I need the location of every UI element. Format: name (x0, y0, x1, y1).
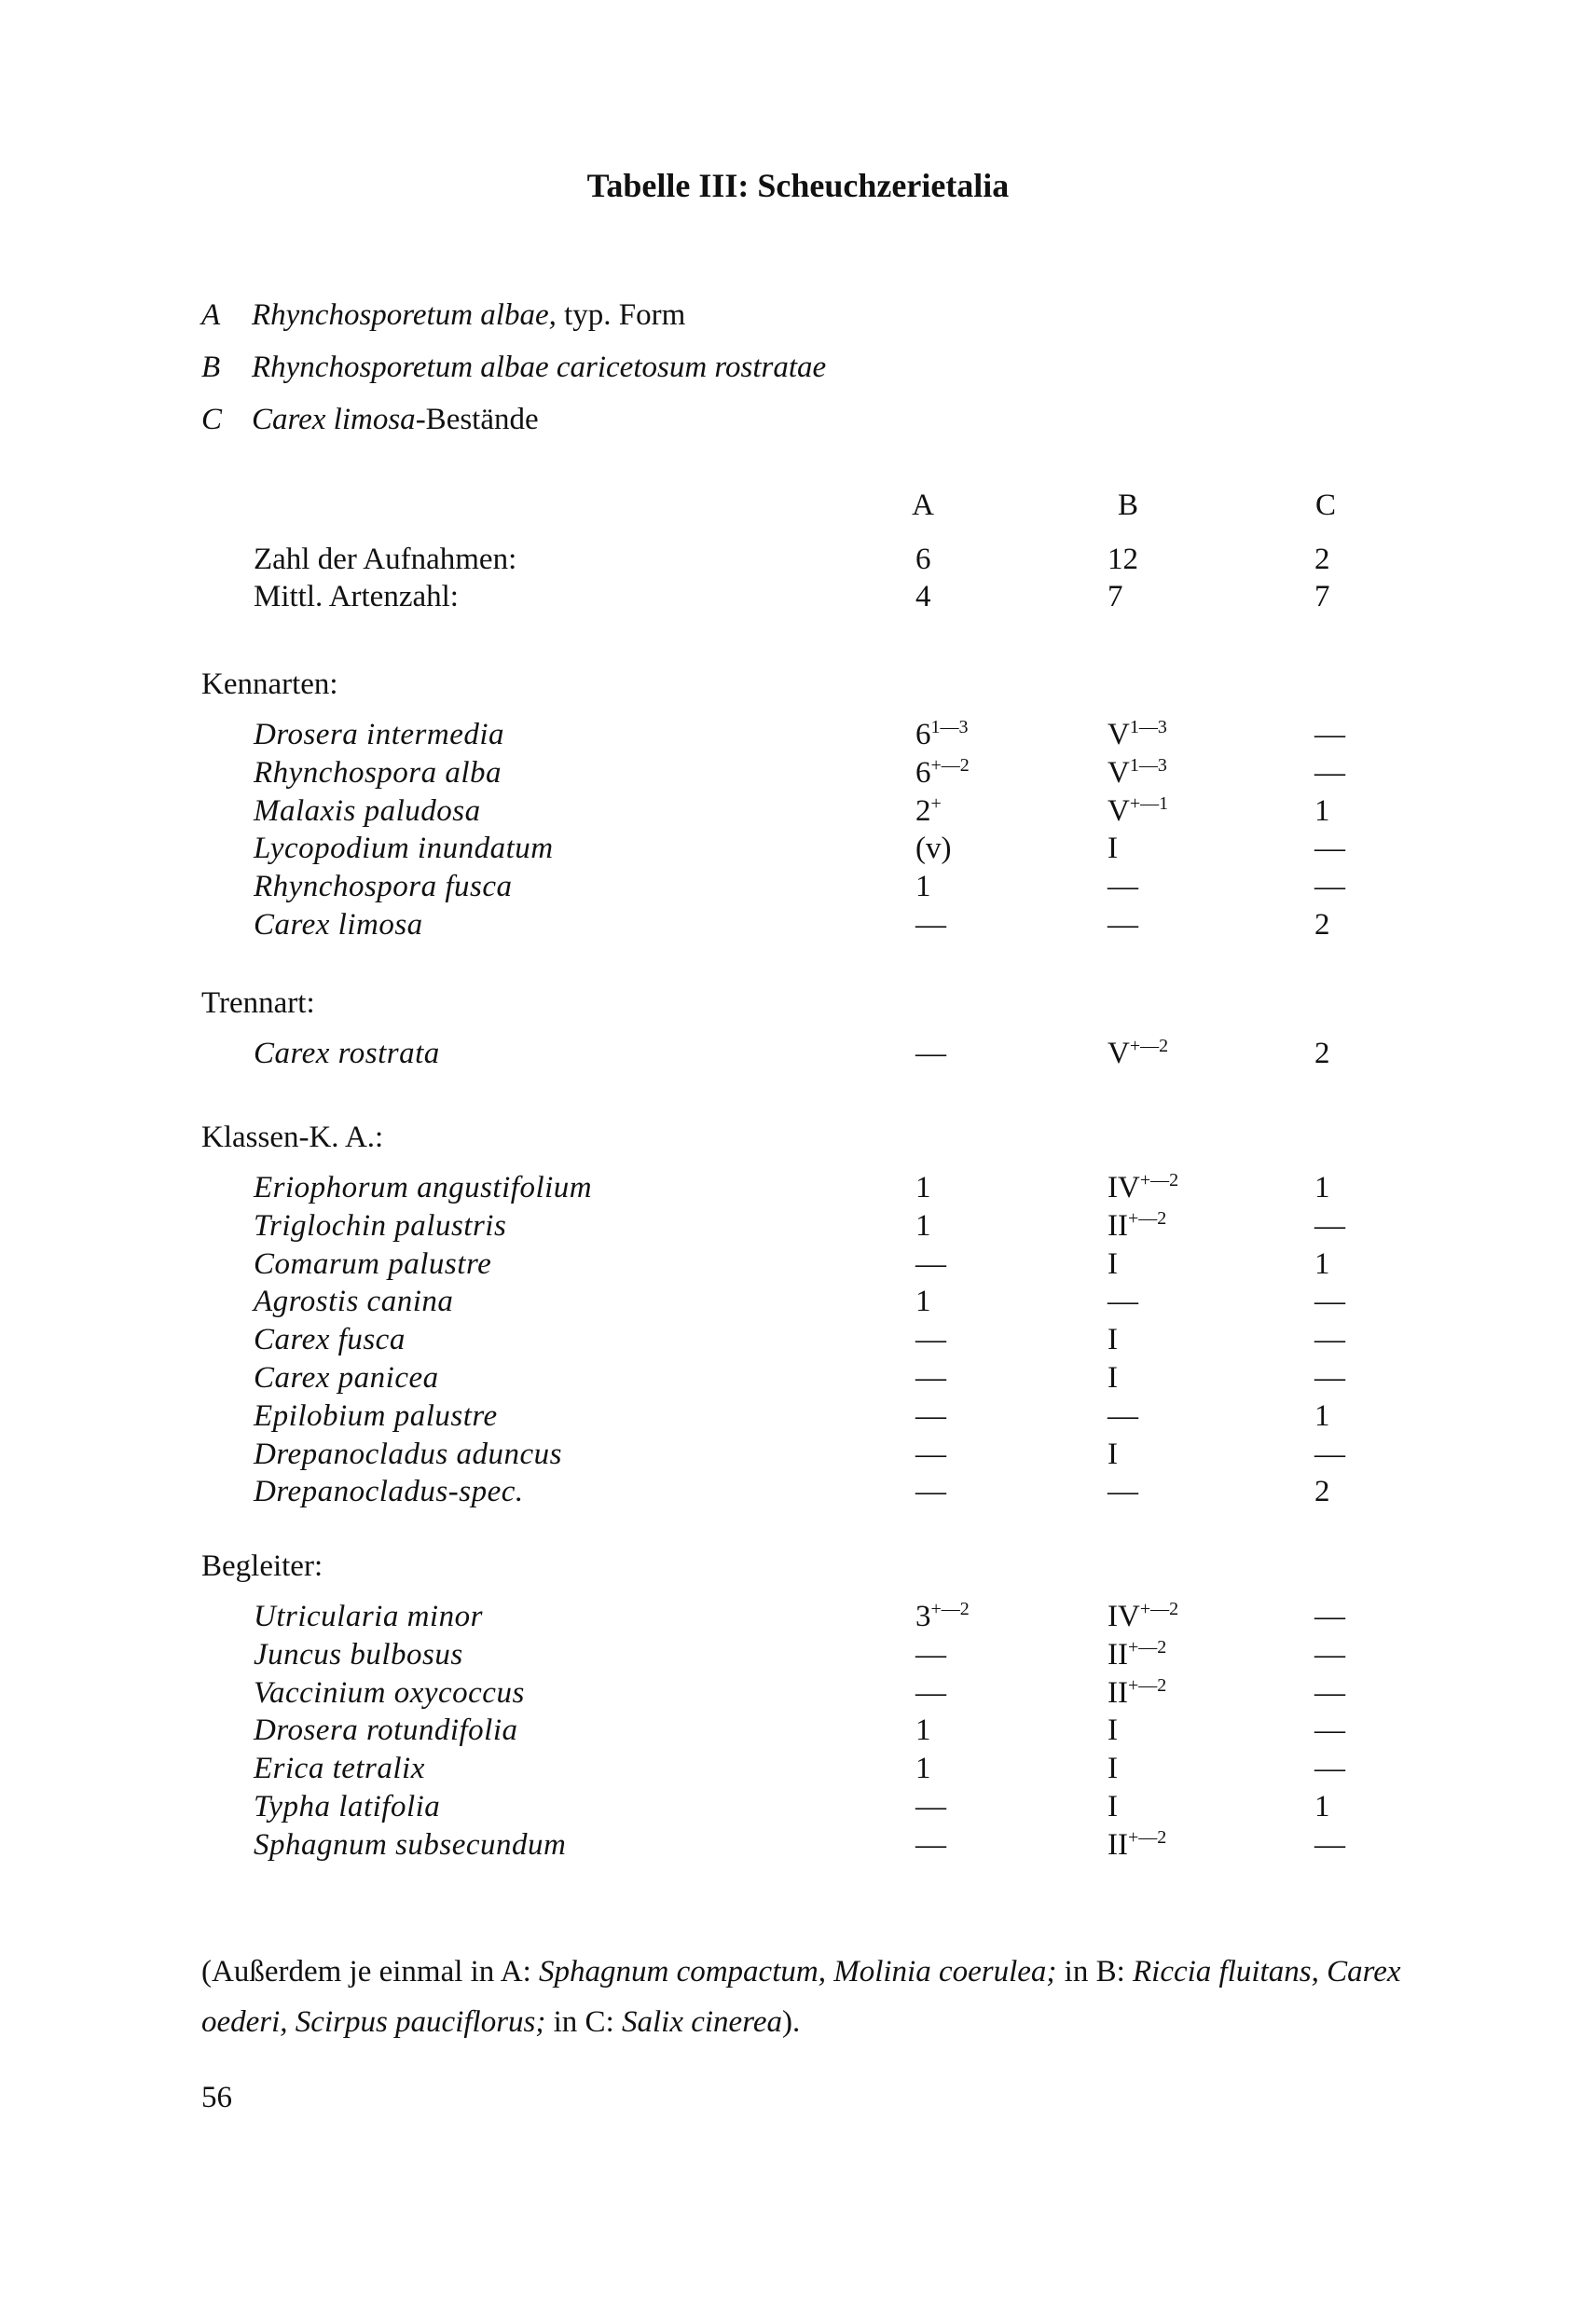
table-row (0, 756, 1596, 795)
cell-c: 1 (1314, 1398, 1330, 1433)
table-row (0, 1323, 1596, 1362)
table-row (0, 1600, 1596, 1639)
cell-c: — (1314, 1827, 1345, 1862)
cell-a: 1 (915, 1752, 931, 1786)
species-name: Carex limosa (254, 908, 423, 942)
cell-b: $II^{+—2}$ (1108, 1636, 1167, 1672)
column-header-a: A (912, 489, 934, 522)
cell-a: — (915, 1790, 946, 1823)
species-name: Sphagnum subsecundum (254, 1827, 567, 1862)
cell-a: 1 (915, 1713, 931, 1748)
cell-b: $V^{+—1}$ (1108, 792, 1169, 828)
table-row (0, 832, 1596, 871)
table-row (0, 1828, 1596, 1867)
summary-row (0, 580, 1596, 619)
table-row (0, 1399, 1596, 1438)
cell-b-exponent: +—2 (1139, 1599, 1179, 1619)
summary-label: Zahl der Aufnahmen: (254, 543, 517, 576)
cell-c: — (1314, 1600, 1345, 1633)
table-row (0, 1171, 1596, 1210)
cell-a: $3^{+—2}$ (915, 1599, 970, 1633)
table-row (0, 1676, 1596, 1715)
species-name: Comarum palustre (254, 1246, 492, 1281)
cell-b: — (1108, 1475, 1138, 1509)
table-row (0, 1438, 1596, 1477)
cell-b: $II^{+—2}$ (1108, 1207, 1167, 1243)
cell-b: $II^{+—2}$ (1108, 1826, 1167, 1862)
species-name: Lycopodium inundatum (254, 832, 554, 866)
table-row (0, 1285, 1596, 1324)
cell-c: 1 (1314, 1246, 1330, 1281)
cell-b: I (1108, 1437, 1118, 1471)
cell-b: I (1108, 1246, 1118, 1281)
species-name: Epilobium palustre (254, 1398, 498, 1433)
cell-a: — (915, 1475, 946, 1509)
legend-name: Rhynchosporetum albae, (252, 298, 557, 332)
cell-c: — (1314, 1285, 1345, 1319)
footnote-species: Sphagnum compactum, Molinia coerulea; (539, 1955, 1057, 1989)
cell-b: I (1108, 1323, 1118, 1357)
legend-suffix: typ. Form (556, 298, 686, 332)
cell-c: 1 (1314, 793, 1330, 828)
cell-b: I (1108, 1361, 1118, 1395)
table-row (0, 1713, 1596, 1753)
footnote-species: Riccia fluitans, Carex oederi, Scirpus pauciflorus; (201, 1955, 1401, 2039)
cell-b: 12 (1108, 543, 1138, 576)
section-title-kennarten: Kennarten: (201, 667, 338, 701)
cell-b: I (1108, 1790, 1118, 1823)
cell-b: $II^{+—2}$ (1108, 1674, 1167, 1710)
species-name: Eriophorum angustifolium (254, 1171, 593, 1204)
table-row (0, 1638, 1596, 1677)
page-title: Tabelle III: Scheuchzerietalia (586, 167, 1010, 204)
species-name: Rhynchospora fusca (254, 870, 513, 904)
cell-c: 2 (1314, 1475, 1330, 1509)
cell-c: — (1314, 870, 1345, 904)
column-header-b: B (1117, 489, 1138, 522)
species-name: Malaxis paludosa (254, 793, 481, 828)
cell-b-exponent: +—2 (1127, 1207, 1167, 1229)
footnote-text: in B: (1056, 1955, 1134, 1989)
cell-a-exponent: +—2 (930, 1599, 970, 1619)
cell-b: I (1108, 832, 1118, 866)
cell-b: — (1108, 1285, 1138, 1319)
cell-a-exponent: +—2 (930, 754, 970, 776)
cell-a: 4 (915, 580, 931, 613)
legend-letter: C (201, 403, 223, 436)
cell-b: $V^{1—3}$ (1108, 717, 1167, 751)
cell-c: — (1314, 832, 1345, 866)
summary-label: Mittl. Artenzahl: (254, 580, 459, 613)
cell-a: 1 (915, 1171, 931, 1204)
cell-a: — (915, 1675, 946, 1710)
footnote (201, 1947, 1413, 2047)
cell-a-exponent: + (930, 792, 942, 814)
species-name: Triglochin palustris (254, 1208, 507, 1243)
table-row (0, 1752, 1596, 1791)
cell-a: — (915, 1398, 946, 1433)
cell-b: 7 (1108, 580, 1123, 613)
footnote-text: (Außerdem je einmal in A: (201, 1955, 539, 1989)
species-name: Drepanocladus-spec. (254, 1475, 524, 1509)
cell-b-exponent: +—2 (1127, 1674, 1167, 1696)
species-name: Erica tetralix (254, 1752, 425, 1786)
cell-b-exponent: +—2 (1127, 1826, 1167, 1848)
cell-b: — (1108, 908, 1138, 942)
table-row (0, 1209, 1596, 1248)
cell-a: 1 (915, 1285, 931, 1319)
cell-c: 2 (1314, 908, 1330, 942)
cell-a-exponent: 1—3 (930, 717, 969, 737)
cell-a: — (915, 1827, 946, 1862)
cell-b: $V^{+—2}$ (1108, 1036, 1169, 1070)
table-row (0, 870, 1596, 909)
cell-a: — (915, 1637, 946, 1672)
cell-b-exponent: 1—3 (1129, 717, 1167, 737)
species-name: Drosera intermedia (254, 718, 505, 751)
column-header-c: C (1314, 489, 1336, 522)
cell-b: — (1108, 1398, 1138, 1433)
cell-c: — (1314, 1675, 1345, 1710)
cell-a: — (915, 1361, 946, 1395)
species-name: Drepanocladus aduncus (254, 1437, 562, 1471)
cell-c: — (1314, 1752, 1345, 1786)
cell-a: — (915, 1246, 946, 1281)
table-row (0, 1247, 1596, 1287)
cell-b-exponent: +—2 (1127, 1636, 1167, 1658)
footnote-text: ). (781, 2005, 801, 2039)
cell-c: — (1314, 1713, 1345, 1748)
cell-b: I (1108, 1752, 1118, 1786)
cell-c: — (1314, 718, 1345, 751)
cell-b: $IV^{+—2}$ (1108, 1599, 1179, 1633)
table-row (0, 718, 1596, 757)
table-row (0, 1475, 1596, 1514)
cell-a: $6^{+—2}$ (915, 754, 970, 790)
cell-b: — (1108, 870, 1138, 904)
summary-row (0, 543, 1596, 582)
table-row (0, 1037, 1596, 1076)
cell-c: — (1314, 1637, 1345, 1672)
cell-b-exponent: +—2 (1129, 1036, 1169, 1056)
legend-name: Rhynchosporetum albae caricetosum rostratae (252, 351, 827, 384)
cell-a: 1 (915, 1208, 931, 1243)
cell-a: — (915, 908, 946, 942)
species-name: Agrostis canina (254, 1285, 454, 1319)
cell-c: 1 (1314, 1171, 1330, 1204)
species-name: Utricularia minor (254, 1600, 483, 1633)
species-name: Carex rostrata (254, 1037, 440, 1070)
cell-c: 2 (1314, 543, 1330, 576)
section-title-trennart: Trennart: (201, 986, 315, 1020)
cell-c: — (1314, 1437, 1345, 1471)
species-name: Carex fusca (254, 1323, 406, 1357)
cell-b-exponent: +—2 (1139, 1170, 1179, 1190)
cell-c: 2 (1314, 1037, 1330, 1070)
cell-b: $V^{1—3}$ (1108, 754, 1167, 790)
legend-name: Carex limosa (252, 403, 416, 436)
cell-b-exponent: +—1 (1129, 792, 1169, 814)
section-title-begleiter: Begleiter: (201, 1549, 323, 1583)
footnote-species: Salix cinerea (622, 2005, 782, 2039)
footnote-text: in C: (545, 2005, 622, 2039)
cell-c: 1 (1314, 1790, 1330, 1823)
cell-a: 1 (915, 870, 931, 904)
table-row (0, 1361, 1596, 1400)
cell-c: — (1314, 1323, 1345, 1357)
species-name: Drosera rotundifolia (254, 1713, 518, 1748)
cell-a: 6 (915, 543, 931, 576)
cell-a: — (915, 1323, 946, 1357)
cell-c: — (1314, 1361, 1345, 1395)
legend-suffix: -Bestände (415, 403, 539, 436)
table-row (0, 908, 1596, 947)
page-number: 56 (201, 2081, 232, 2114)
cell-a: — (915, 1037, 946, 1070)
column-header-row (0, 489, 1596, 528)
species-name: Carex panicea (254, 1361, 439, 1395)
cell-a: — (915, 1437, 946, 1471)
cell-b: $IV^{+—2}$ (1108, 1170, 1179, 1204)
cell-b-exponent: 1—3 (1129, 754, 1167, 776)
table-row (0, 1790, 1596, 1829)
cell-c: 7 (1314, 580, 1330, 613)
species-name: Typha latifolia (254, 1790, 441, 1823)
legend-letter: A (201, 298, 221, 332)
legend-letter: B (201, 351, 221, 384)
cell-a: $6^{1—3}$ (915, 717, 969, 751)
cell-c: — (1314, 755, 1345, 790)
cell-a: 2+ (915, 792, 942, 828)
cell-a: (v) (915, 832, 952, 866)
cell-b: I (1108, 1713, 1118, 1748)
section-title-klassen: Klassen-K. A.: (201, 1121, 384, 1154)
cell-c: — (1314, 1208, 1345, 1243)
species-name: Juncus bulbosus (254, 1637, 463, 1672)
species-name: Vaccinium oxycoccus (254, 1675, 525, 1710)
species-name: Rhynchospora alba (254, 755, 502, 790)
table-row (0, 794, 1596, 833)
